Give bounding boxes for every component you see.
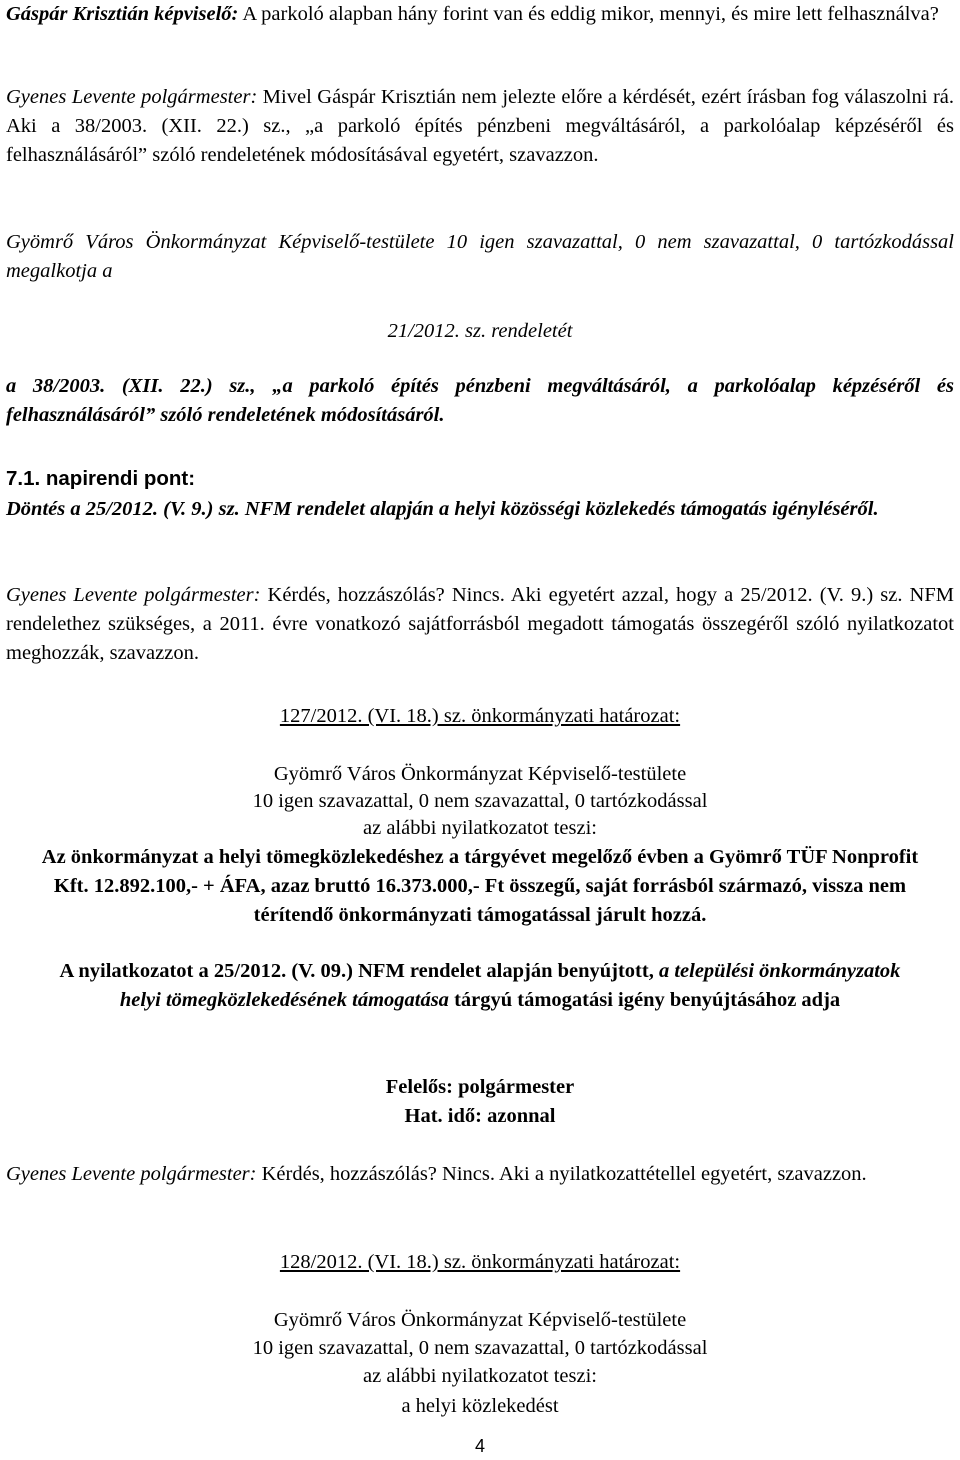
resolution-responsible: Felelős: polgármester — [385, 1076, 575, 1098]
paragraph-gaspar-question — [6, 0, 954, 29]
resolution-declaration: A nyilatkozatot a 25/2012. (V. 09.) NFM rendelet alapján benyújtott, a települési önkormányzatok helyi tömegközlekedésének támogatása tárgyú támogatási igény benyújtásához adja — [59, 960, 901, 1011]
speaker-name: Gyenes Levente polgármester: — [6, 86, 258, 108]
paragraph-text: A parkoló alapban hány forint van és eddig mikor, mennyi, és mire lett felhasználva? — [238, 3, 939, 25]
decree-subject: a 38/2003. (XII. 22.) sz., „a parkoló építés pénzbeni megváltásáról, a parkolóalap képzéséről és felhasználásáról” szóló rendeletének módosításáról. — [6, 375, 954, 426]
paragraph-text: Kérdés, hozzászólás? Nincs. Aki a nyilatkozattétellel egyetért, szavazzon. — [256, 1163, 867, 1185]
resolution-body-line: Gyömrő Város Önkormányzat Képviselő-testülete — [273, 763, 687, 785]
resolution-body-line: az alábbi nyilatkozatot teszi: — [363, 1365, 597, 1387]
agenda-title: Döntés a 25/2012. (V. 9.) sz. NFM rendelet alapján a helyi közösségi közlekedés támogatás igényléséről. — [6, 498, 879, 520]
resolution-body-line: Gyömrő Város Önkormányzat Képviselő-testülete — [273, 1309, 687, 1331]
resolution-body-line: a helyi közlekedést — [401, 1395, 559, 1417]
speaker-name: Gyenes Levente polgármester: — [6, 584, 261, 606]
speaker-name: Gáspár Krisztián képviselő: — [6, 3, 239, 25]
paragraph-text: Gyömrő Város Önkormányzat Képviselő-testülete 10 igen szavazattal, 0 nem szavazattal, 0 tartózkodással megalkotja a — [6, 231, 954, 282]
resolution-body-line: 10 igen szavazattal, 0 nem szavazattal, 0 tartózkodással — [252, 790, 708, 812]
resolution-deadline: Hat. idő: azonnal — [404, 1105, 556, 1127]
speaker-name: Gyenes Levente polgármester: — [6, 1163, 257, 1185]
page-number: 4 — [474, 1436, 485, 1456]
agenda-heading: 7.1. napirendi pont: — [6, 467, 196, 490]
paragraph-vote-result — [6, 228, 954, 286]
paragraph-mayor-answer — [6, 83, 954, 170]
resolution-title-128: 128/2012. (VI. 18.) sz. önkormányzati határozat: — [279, 1251, 681, 1273]
paragraph-text: Mivel Gáspár Krisztián nem jelezte előre a kérdését, ezért írásban fog válaszolni rá. Aki a 38/2003. (XII. 22.) sz., „a parkoló építés pénzbeni megváltásáról, a parkolóalap képzéséről és felhasználásáról” szóló rendeletének módosításával egyetért, szavazzon. — [6, 86, 954, 166]
paragraph-mayor-motion — [6, 581, 954, 668]
paragraph-text: Kérdés, hozzászólás? Nincs. Aki egyetért azzal, hogy a 25/2012. (V. 9.) sz. NFM rendelethez szükséges, a 2011. évre vonatkozó sajátforrásból megadott támogatás összegéről szóló nyilatkozatot meghozzák, szavazzon. — [6, 584, 954, 664]
decree-number: 21/2012. sz. rendeletét — [387, 320, 573, 342]
resolution-body-line: az alábbi nyilatkozatot teszi: — [363, 817, 597, 839]
resolution-statement: Az önkormányzat a helyi tömegközlekedéshez a tárgyévet megelőző évben a Gyömrő TÜF Nonprofit Kft. 12.892.100,- + ÁFA, azaz bruttó 16.373.000,- Ft összegű, saját forrásból származó, vissza nem térítendő önkormányzati támogatással járult hozzá. — [41, 846, 919, 926]
paragraph-mayor-motion-2 — [6, 1160, 954, 1189]
resolution-body-line: 10 igen szavazattal, 0 nem szavazattal, 0 tartózkodással — [252, 1337, 708, 1359]
resolution-title-127: 127/2012. (VI. 18.) sz. önkormányzati határozat: — [279, 705, 681, 727]
